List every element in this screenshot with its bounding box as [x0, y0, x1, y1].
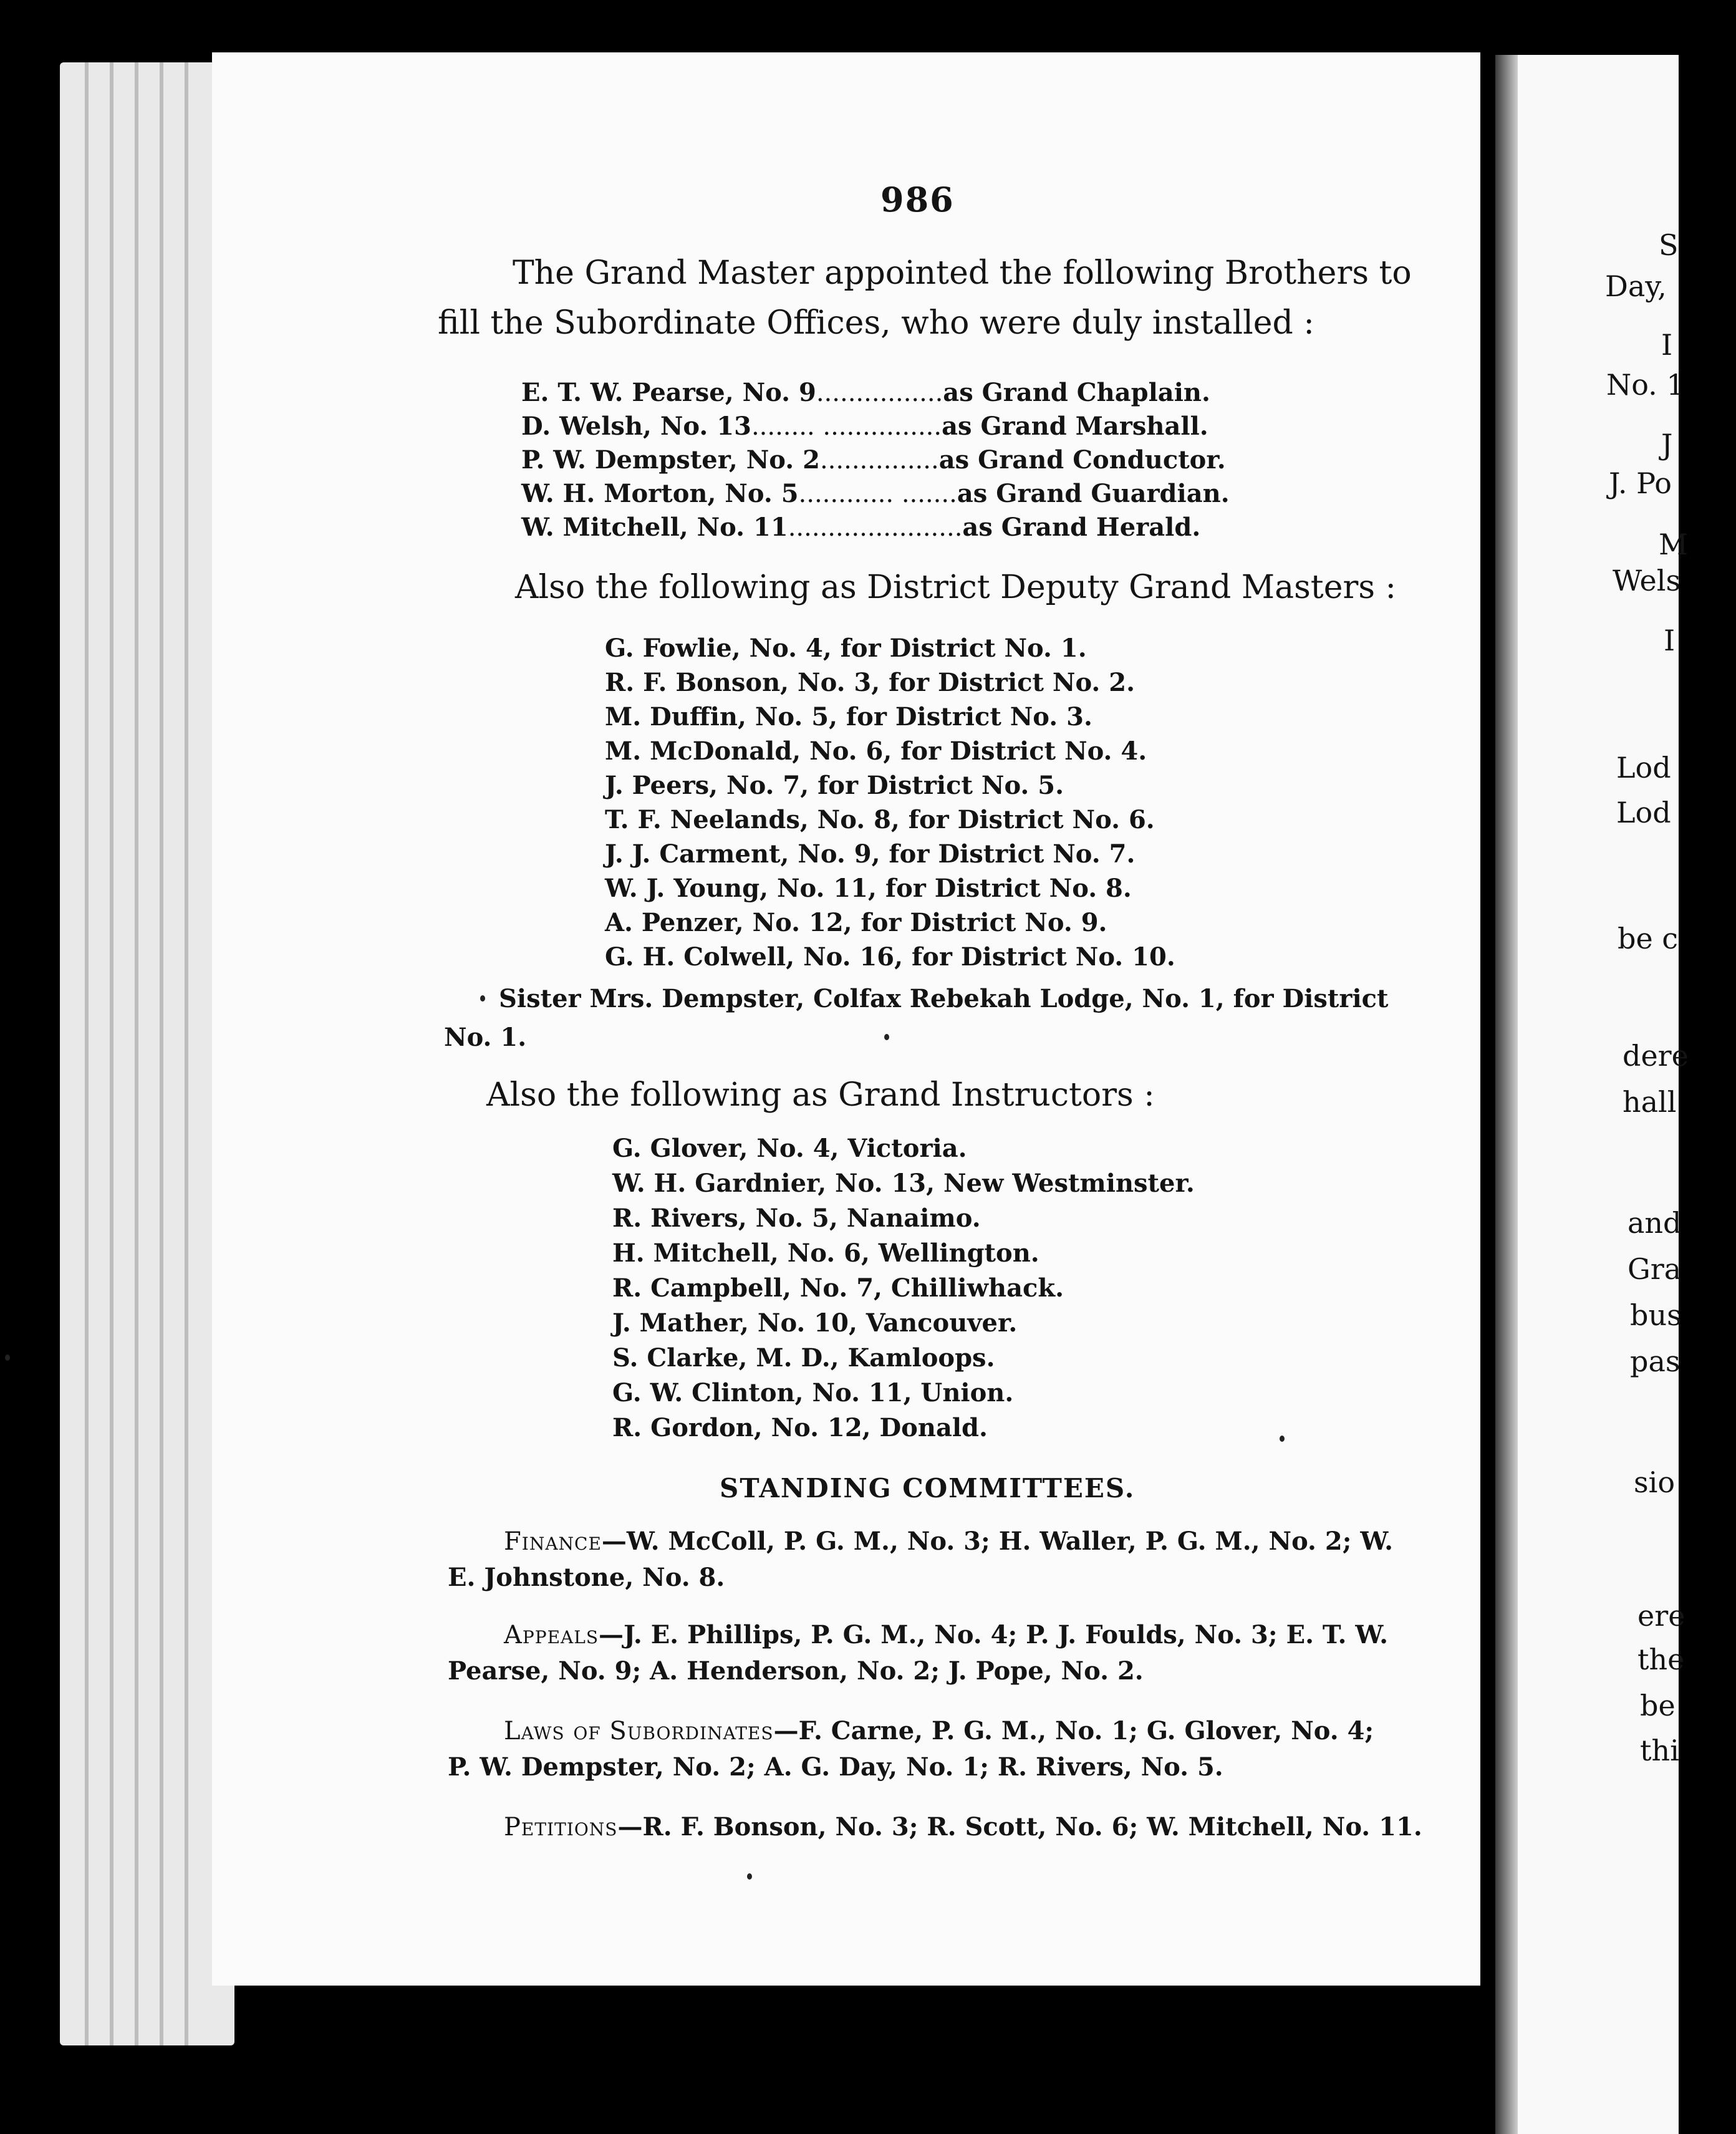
- instructor-item: G. Glover, No. 4, Victoria.: [612, 1134, 967, 1163]
- committee-label: Finance: [504, 1527, 602, 1556]
- next-page-fragment: M: [1659, 528, 1689, 561]
- print-speck: [480, 995, 485, 1002]
- next-page-fragment: dere: [1623, 1039, 1689, 1073]
- next-page-fragment: be c: [1618, 922, 1679, 955]
- next-page-fragment: ere: [1637, 1599, 1685, 1633]
- stacked-page-edges: [60, 62, 234, 2045]
- next-page-fragment: Lod: [1616, 751, 1671, 785]
- deputy-item: J. Peers, No. 7, for District No. 5.: [605, 771, 1064, 800]
- next-page-fragment: hall: [1623, 1085, 1677, 1119]
- committee-finance-line-2: E. Johnstone, No. 8.: [448, 1563, 725, 1592]
- deputy-item: G. Fowlie, No. 4, for District No. 1.: [605, 634, 1087, 663]
- print-speck: [747, 1873, 752, 1880]
- deputy-item: M. Duffin, No. 5, for District No. 3.: [605, 702, 1092, 731]
- officer-row: W. H. Morton, No. 5............ .......as Grand Guardian.: [521, 479, 1230, 508]
- instructor-item: S. Clarke, M. D., Kamloops.: [612, 1343, 995, 1373]
- deputy-item: W. J. Young, No. 11, for District No. 8.: [605, 874, 1132, 903]
- committee-laws-line-2: P. W. Dempster, No. 2; A. G. Day, No. 1; R. Rivers, No. 5.: [448, 1752, 1223, 1782]
- committee-label: Laws of Subordinates: [504, 1717, 774, 1745]
- next-page-fragment: Lod: [1616, 796, 1671, 829]
- next-page-fragment: J. Po: [1609, 466, 1672, 500]
- instructor-item: R. Gordon, No. 12, Donald.: [612, 1413, 988, 1442]
- deputy-item: R. F. Bonson, No. 3, for District No. 2.: [605, 668, 1136, 697]
- next-page-fragment: J: [1661, 428, 1673, 461]
- next-page-fragment: bus: [1630, 1298, 1682, 1332]
- officer-row: P. W. Dempster, No. 2...............as Grand Conductor.: [521, 445, 1226, 475]
- next-page-fragment: I: [1664, 624, 1676, 657]
- deputy-item: T. F. Neelands, No. 8, for District No. 6.: [605, 805, 1155, 834]
- committee-label: Appeals: [504, 1621, 599, 1649]
- next-page-fragment: Day,: [1605, 269, 1667, 303]
- next-page-fragment: be: [1640, 1689, 1676, 1722]
- deputies-intro: Also the following as District Deputy Grand Masters :: [515, 569, 1397, 606]
- print-speck: [5, 1354, 10, 1361]
- committee-finance-line-1: Finance—W. McColl, P. G. M., No. 3; H. Waller, P. G. M., No. 2; W.: [504, 1527, 1394, 1556]
- next-page-fragment: thi: [1640, 1734, 1679, 1767]
- print-speck: [1280, 1436, 1285, 1442]
- instructor-item: J. Mather, No. 10, Vancouver.: [612, 1308, 1018, 1338]
- officer-row: E. T. W. Pearse, No. 9................as Grand Chaplain.: [521, 378, 1210, 407]
- standing-committees-heading: STANDING COMMITTEES.: [720, 1473, 1136, 1504]
- sister-line-1: Sister Mrs. Dempster, Colfax Rebekah Lodge, No. 1, for District: [499, 984, 1389, 1013]
- instructor-item: R. Rivers, No. 5, Nanaimo.: [612, 1204, 981, 1233]
- instructor-item: W. H. Gardnier, No. 13, New Westminster.: [612, 1169, 1195, 1198]
- next-page-fragment: sio: [1634, 1465, 1676, 1499]
- deputy-item: J. J. Carment, No. 9, for District No. 7.: [605, 839, 1136, 869]
- sister-line-2: No. 1.: [444, 1023, 527, 1052]
- instructor-item: R. Campbell, No. 7, Chilliwhack.: [612, 1273, 1064, 1303]
- next-page-fragment: No. 1: [1606, 368, 1685, 402]
- page-number: 986: [880, 180, 955, 220]
- committee-petitions-line: Petitions—R. F. Bonson, No. 3; R. Scott, No. 6; W. Mitchell, No. 11.: [504, 1812, 1422, 1842]
- committee-laws-line-1: Laws of Subordinates—F. Carne, P. G. M., No. 1; G. Glover, No. 4;: [504, 1716, 1374, 1745]
- committee-label: Petitions: [504, 1813, 618, 1842]
- intro-line-2: fill the Subordinate Offices, who were duly installed :: [438, 304, 1314, 342]
- next-page-fragment: pas: [1630, 1345, 1681, 1378]
- instructors-intro: Also the following as Grand Instructors :: [486, 1076, 1155, 1114]
- book-page: [212, 52, 1480, 1986]
- next-page-fragment: I: [1661, 328, 1673, 362]
- committee-appeals-line-2: Pearse, No. 9; A. Henderson, No. 2; J. Pope, No. 2.: [448, 1656, 1144, 1686]
- next-page-fragment: Gra: [1628, 1252, 1682, 1286]
- deputy-item: G. H. Colwell, No. 16, for District No. 10.: [605, 942, 1175, 972]
- committee-appeals-line-1: Appeals—J. E. Phillips, P. G. M., No. 4; P. J. Foulds, No. 3; E. T. W.: [504, 1620, 1388, 1649]
- next-page-fragment: Wels: [1613, 564, 1681, 597]
- officer-row: D. Welsh, No. 13........ ...............as Grand Marshall.: [521, 412, 1208, 441]
- deputy-item: A. Penzer, No. 12, for District No. 9.: [605, 908, 1107, 937]
- instructor-item: H. Mitchell, No. 6, Wellington.: [612, 1238, 1039, 1268]
- deputy-item: M. McDonald, No. 6, for District No. 4.: [605, 736, 1147, 766]
- print-speck: [884, 1034, 889, 1040]
- officer-row: W. Mitchell, No. 11......................as Grand Herald.: [521, 513, 1201, 542]
- next-page-fragment: and: [1628, 1206, 1682, 1240]
- next-page-fragment: the: [1637, 1643, 1685, 1676]
- intro-line-1: The Grand Master appointed the following Brothers to: [513, 254, 1412, 292]
- next-page-fragment: S: [1659, 228, 1679, 262]
- instructor-item: G. W. Clinton, No. 11, Union.: [612, 1378, 1014, 1407]
